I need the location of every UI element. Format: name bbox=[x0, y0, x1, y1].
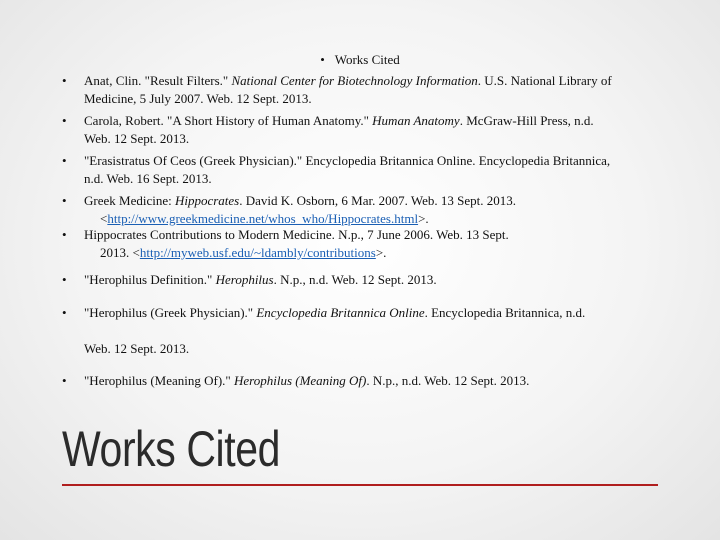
citation-line-2: Web. 12 Sept. 2013. bbox=[84, 131, 190, 146]
citation-line-1 bbox=[84, 112, 662, 130]
citation-text: . U.S. National Library of bbox=[477, 73, 612, 88]
link-bracket: 2013. < bbox=[100, 245, 140, 260]
citation-text: . McGraw-Hill Press, n.d. bbox=[459, 113, 594, 128]
bullet: • bbox=[62, 73, 67, 88]
header-text: Works Cited bbox=[334, 52, 400, 67]
citation-line-1: "Erasistratus Of Ceos (Greek Physician)." Encyclopedia Britannica Online. Encyclopedia Britannica, bbox=[84, 153, 611, 168]
citation-text: "Herophilus (Greek Physician)." bbox=[84, 305, 257, 320]
usf-contributions-link[interactable]: http://myweb.usf.edu/~ldambly/contributions bbox=[139, 245, 376, 260]
citation-title: National Center for Biotechnology Information bbox=[231, 73, 478, 88]
citation-line-2 bbox=[100, 244, 662, 262]
title-underline bbox=[62, 484, 658, 486]
citation-text: "Herophilus (Meaning Of)." bbox=[84, 373, 234, 388]
citation-line-2: Web. 12 Sept. 2013. bbox=[84, 341, 190, 356]
citation-text: "Herophilus Definition." bbox=[84, 272, 216, 287]
citation-text: . David K. Osborn, 6 Mar. 2007. Web. 13 Sept. 2013. bbox=[239, 193, 517, 208]
citation-line-1 bbox=[84, 304, 662, 322]
bullet: • bbox=[62, 373, 67, 388]
citation-title: Human Anatomy bbox=[372, 113, 460, 128]
citation-herophilus-definition bbox=[62, 271, 662, 289]
citation-title: Hippocrates bbox=[174, 193, 240, 208]
citation-hippocrates-contributions bbox=[62, 226, 662, 262]
bullet: • bbox=[62, 113, 67, 128]
citation-line-1 bbox=[84, 372, 662, 390]
bullet: • bbox=[320, 52, 325, 67]
citation-line-2: Medicine, 5 July 2007. Web. 12 Sept. 2013. bbox=[84, 91, 312, 106]
citation-greek-medicine bbox=[62, 192, 662, 228]
slide-title: Works Cited bbox=[62, 421, 281, 477]
citation-herophilus-meaning bbox=[62, 372, 662, 390]
citation-line-1 bbox=[84, 72, 662, 90]
citation-line-1 bbox=[84, 271, 662, 289]
bullet: • bbox=[62, 272, 67, 287]
bullet: • bbox=[62, 153, 67, 168]
citation-text: Anat, Clin. "Result Filters." bbox=[84, 73, 232, 88]
citation-title: Herophilus (Meaning Of) bbox=[233, 373, 367, 388]
citation-line-2: n.d. Web. 16 Sept. 2013. bbox=[84, 171, 212, 186]
link-bracket: < bbox=[100, 211, 108, 226]
greekmedicine-link[interactable]: http://www.greekmedicine.net/whos_who/Hippocrates.html bbox=[107, 211, 419, 226]
citation-text: Greek Medicine: bbox=[84, 193, 175, 208]
bullet: • bbox=[62, 305, 67, 320]
citation-line-1: Hippocrates Contributions to Modern Medicine. N.p., 7 June 2006. Web. 13 Sept. bbox=[84, 227, 509, 242]
citation-erasistratus bbox=[62, 152, 662, 188]
bullet: • bbox=[62, 193, 67, 208]
header-bullet-line bbox=[0, 52, 720, 68]
citation-text: . N.p., n.d. Web. 12 Sept. 2013. bbox=[273, 272, 437, 287]
bullet: • bbox=[62, 227, 67, 242]
link-bracket: >. bbox=[418, 211, 429, 226]
citation-carola bbox=[62, 112, 662, 148]
citation-herophilus-greek-physician bbox=[62, 304, 662, 358]
link-bracket: >. bbox=[375, 245, 387, 260]
citation-text: Carola, Robert. "A Short History of Human Anatomy." bbox=[84, 113, 373, 128]
citation-title: Encyclopedia Britannica Online bbox=[256, 305, 425, 320]
citation-line-1 bbox=[84, 192, 662, 210]
citation-title: Herophilus bbox=[215, 272, 274, 287]
citation-text: . Encyclopedia Britannica, n.d. bbox=[424, 305, 586, 320]
citation-text: . N.p., n.d. Web. 12 Sept. 2013. bbox=[366, 373, 530, 388]
citation-anat bbox=[62, 72, 662, 108]
